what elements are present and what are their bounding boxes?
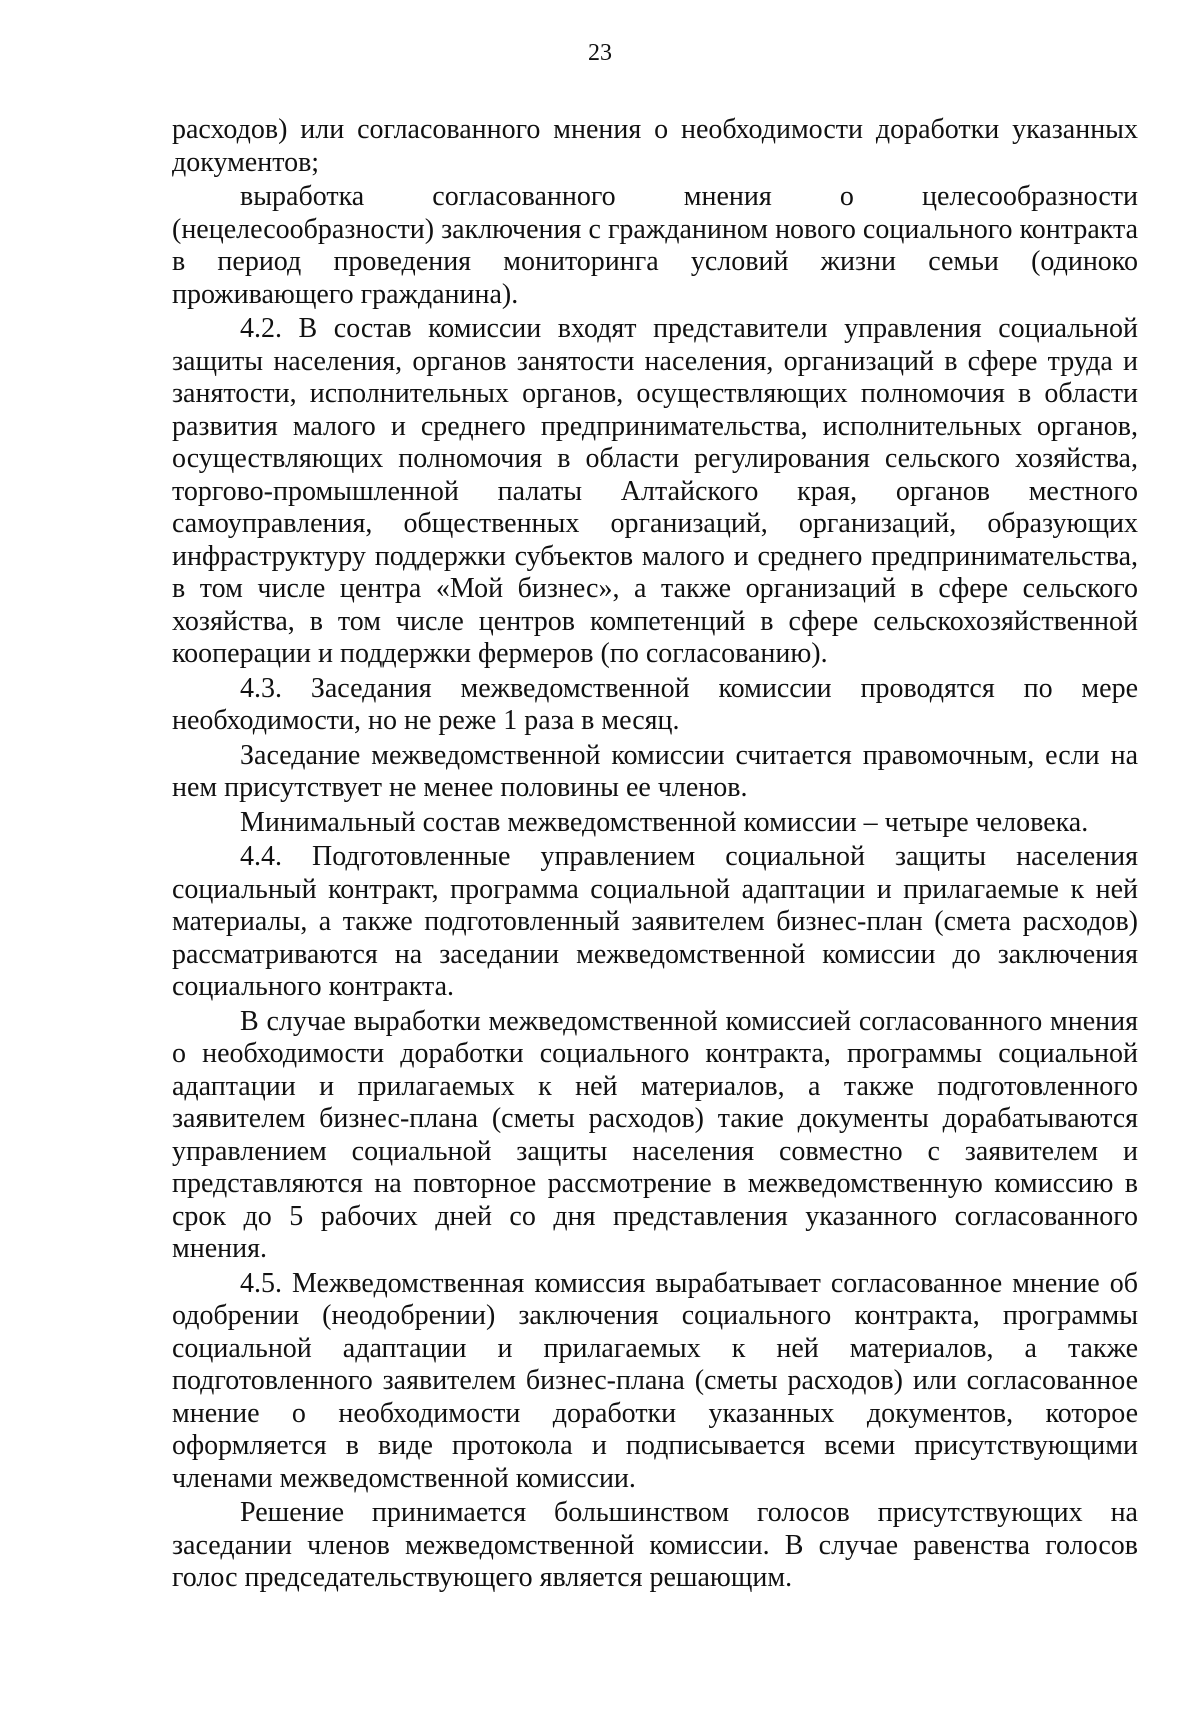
paragraph-monitoring-opinion: выработка согласованного мнения о целесообразности (нецелесообразности) заключения с гражданином нового социального контракта в период проведения мониторинга условий жизни семьи (одиноко проживающего гражданина).: [172, 181, 1138, 310]
paragraph-quorum: Заседание межведомственной комиссии считается правомочным, если на нем присутствует не менее половины ее членов.: [172, 739, 1138, 803]
paragraph-4-2-composition: 4.2. В состав комиссии входят представители управления социальной защиты населения, органов занятости населения, организаций в сфере труда и занятости, исполнительных органов, осуществляющих полномочия в области развития малого и среднего предпринимательства, исполнительных органов, осуществляющих полномочия в области регулирования сельского хозяйства, торгово-промышленной палаты Алтайского края, органов местного самоуправления, общественных организаций, организаций, образующих инфраструктуру поддержки субъектов малого и среднего предпринимательства, в том числе центра «Мой бизнес», а также организаций в сфере сельского хозяйства, в том числе центров компетенций в сфере сельскохозяйственной кооперации и поддержки фермеров (по согласованию).: [172, 313, 1138, 669]
paragraph-continuation: расходов) или согласованного мнения о необходимости доработки указанных документов;: [172, 114, 1138, 178]
paragraph-4-5-decision: 4.5. Межведомственная комиссия вырабатывает согласованное мнение об одобрении (неодобрении) заключения социального контракта, программы социальной адаптации и прилагаемых к ней материалов, а также подготовленного заявителем бизнес-плана (сметы расходов) или согласованное мнение о необходимости доработки указанных документов, которое оформляется в виде протокола и подписывается всеми присутствующими членами межведомственной комиссии.: [172, 1267, 1138, 1494]
paragraph-minimum-composition: Минимальный состав межведомственной комиссии – четыре человека.: [240, 806, 1089, 838]
paragraph-4-3-meetings: 4.3. Заседания межведомственной комиссии проводятся по мере необходимости, но не реже 1 раза в месяц.: [172, 672, 1138, 736]
paragraph-voting: Решение принимается большинством голосов присутствующих на заседании членов межведомственной комиссии. В случае равенства голосов голос председательствующего является решающим.: [172, 1497, 1138, 1593]
paragraph-rework: В случае выработки межведомственной комиссией согласованного мнения о необходимости доработки социального контракта, программы социальной адаптации и прилагаемых к ней материалов, а также подготовленного заявителем бизнес-плана (сметы расходов) такие документы дорабатываются управлением социальной защиты населения совместно с заявителем и представляются на повторное рассмотрение в межведомственную комиссию в срок до 5 рабочих дней со дня представления указанного согласованного мнения.: [172, 1005, 1138, 1264]
page-number: 23: [588, 40, 612, 66]
paragraph-4-4-review: 4.4. Подготовленные управлением социальной защиты населения социальный контракт, программа социальной адаптации и прилагаемые к ней материалы, а также подготовленный заявителем бизнес-план (смета расходов) рассматриваются на заседании межведомственной комиссии до заключения социального контракта.: [172, 841, 1138, 1002]
document-body: [172, 114, 1138, 1597]
